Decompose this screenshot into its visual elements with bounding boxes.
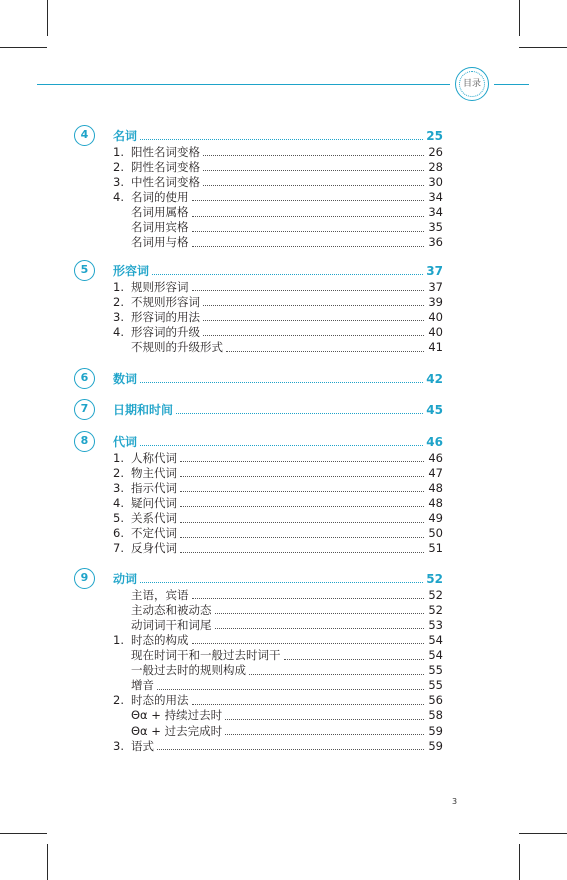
entry-page: 50 (428, 526, 443, 541)
entry-page: 53 (428, 617, 443, 632)
toc-entry-row[interactable] (131, 587, 443, 602)
entry-number: 1. (113, 279, 124, 294)
dot-leader (203, 327, 424, 336)
dot-leader (192, 192, 425, 201)
entry-title: 名词用属格 (131, 205, 189, 219)
toc-entry-row[interactable] (131, 340, 443, 355)
entry-number: 3. (113, 738, 124, 753)
entry-title: 名词用宾格 (131, 220, 189, 235)
entry-page: 59 (428, 723, 443, 738)
entry-title: 现在时词干和一般过去时词干 (131, 648, 281, 662)
header-rule-left (37, 84, 450, 85)
dot-leader (192, 696, 425, 705)
entry-title: 阳性名词变格 (131, 144, 200, 159)
dot-leader (180, 453, 424, 462)
dot-leader (192, 590, 425, 599)
toc-entry-row[interactable] (131, 648, 443, 663)
dot-leader (192, 635, 425, 644)
entry-title: 不规则的升级形式 (131, 340, 223, 354)
chapter-page: 45 (426, 402, 443, 417)
entry-number: 2. (113, 159, 124, 174)
dot-leader (140, 374, 423, 383)
entry-page: 54 (428, 632, 443, 647)
entry-number: 1. (113, 632, 124, 647)
dot-leader (225, 726, 424, 735)
dot-leader (180, 529, 424, 538)
chapter-title: 日期和时间 (113, 403, 174, 417)
toc-entry-row[interactable] (113, 511, 443, 526)
entry-page: 40 (428, 324, 443, 339)
crop-mark (519, 844, 520, 880)
toc-entry-row[interactable] (131, 205, 443, 220)
entry-page: 49 (428, 511, 443, 525)
chapter-number-badge: 6 (74, 368, 95, 389)
chapter-page: 37 (426, 263, 443, 278)
entry-number: 2. (113, 294, 124, 309)
entry-title: 时态的构成 (131, 632, 189, 647)
entry-title: 阴性名词变格 (131, 159, 200, 174)
entry-title: 指示代词 (131, 480, 177, 495)
entry-page: 58 (428, 708, 443, 723)
toc-entry-row[interactable] (113, 526, 443, 541)
entry-title: 主动态和被动态 (131, 602, 212, 617)
toc-entry-row[interactable] (131, 220, 443, 235)
dot-leader (249, 666, 424, 675)
crop-mark (0, 833, 47, 834)
dot-leader (180, 514, 424, 523)
entry-title: 不定代词 (131, 526, 177, 541)
entry-number: 7. (113, 541, 124, 556)
toc-entry-row[interactable] (113, 279, 443, 294)
toc-entry-row[interactable] (131, 678, 443, 693)
entry-page: 37 (428, 279, 443, 294)
toc-chapter-row[interactable] (113, 128, 443, 143)
entry-title: 增音 (131, 678, 154, 693)
chapter-title: 形容词 (113, 264, 150, 278)
entry-number: 2. (113, 693, 124, 708)
dot-leader (215, 620, 425, 629)
toc-entry-row[interactable] (131, 663, 443, 678)
entry-page: 26 (428, 144, 443, 159)
entry-number: 4. (113, 324, 124, 339)
crop-mark (0, 47, 47, 48)
toc-entry-row[interactable] (113, 294, 443, 309)
toc-entry-row[interactable] (113, 144, 443, 159)
entry-title: 关系代词 (131, 511, 177, 525)
toc-entry-row[interactable] (113, 738, 443, 753)
entry-title: Θα + 持续过去时 (131, 708, 223, 723)
entry-number: 3. (113, 309, 124, 324)
entry-page: 39 (428, 294, 443, 309)
toc-chapter-row[interactable] (113, 371, 443, 386)
entry-title: 名词用与格 (131, 235, 189, 250)
dot-leader (140, 131, 423, 140)
entry-page: 34 (428, 205, 443, 219)
chapter-number-badge: 9 (74, 568, 95, 589)
page-number: 3 (452, 797, 458, 806)
entry-number: 4. (113, 495, 124, 510)
dot-leader (203, 312, 424, 321)
entry-title: 时态的用法 (131, 693, 189, 708)
chapter-page: 46 (426, 434, 443, 449)
entry-page: 48 (428, 495, 443, 510)
toc-chapter-row[interactable] (113, 402, 443, 417)
toc-entry-row[interactable] (131, 602, 443, 617)
entry-page: 35 (428, 220, 443, 235)
entry-title: 主语，宾语 (131, 587, 189, 602)
entry-title: 形容词的升级 (131, 324, 200, 339)
toc-entry-row[interactable] (131, 235, 443, 250)
chapter-number-badge: 8 (74, 431, 95, 452)
entry-page: 28 (428, 159, 443, 174)
toc-entry-row[interactable] (131, 708, 443, 723)
dot-leader (157, 741, 424, 750)
crop-mark (47, 844, 48, 880)
entry-page: 54 (428, 648, 443, 662)
crop-mark (519, 833, 567, 834)
toc-entry-row[interactable] (131, 723, 443, 738)
chapter-page: 25 (426, 128, 443, 143)
toc-entry-row[interactable] (113, 465, 443, 480)
contents-badge (455, 67, 489, 101)
chapter-page: 52 (426, 571, 443, 586)
toc-chapter-row[interactable] (113, 263, 443, 278)
dot-leader (180, 498, 424, 507)
entry-page: 56 (428, 693, 443, 708)
toc-entry-row[interactable] (113, 480, 443, 495)
entry-number: 2. (113, 465, 124, 480)
dot-leader (152, 266, 423, 275)
toc-entry-row[interactable] (113, 309, 443, 324)
entry-page: 59 (428, 738, 443, 753)
entry-number: 3. (113, 480, 124, 495)
entry-page: 48 (428, 480, 443, 495)
dot-leader (215, 605, 425, 614)
header-rule-right (494, 84, 529, 85)
entry-title: 反身代词 (131, 541, 177, 556)
toc-entry-row[interactable] (113, 541, 443, 556)
toc-entry-row[interactable] (131, 617, 443, 632)
entry-title: 中性名词变格 (131, 174, 200, 189)
entry-title: 一般过去时的规则构成 (131, 663, 246, 678)
dot-leader (203, 297, 424, 306)
dot-leader (176, 405, 423, 414)
toc-entry-row[interactable] (113, 174, 443, 189)
chapter-title: 代词 (113, 435, 138, 449)
entry-title: 物主代词 (131, 465, 177, 480)
entry-page: 46 (428, 450, 443, 465)
dot-leader (225, 711, 424, 720)
chapter-page: 42 (426, 371, 443, 386)
entry-title: 名词的使用 (131, 189, 189, 204)
entry-title: 人称代词 (131, 450, 177, 465)
entry-title: 语式 (131, 738, 154, 753)
dot-leader (140, 437, 423, 446)
entry-page: 52 (428, 602, 443, 617)
crop-mark (519, 47, 567, 48)
toc-entry-row[interactable] (113, 159, 443, 174)
dot-leader (226, 343, 424, 352)
dot-leader (157, 681, 424, 690)
entry-title: 疑问代词 (131, 495, 177, 510)
toc-chapter-row[interactable] (113, 434, 443, 449)
entry-page: 34 (428, 189, 443, 204)
chapter-title: 数词 (113, 372, 138, 386)
dot-leader (180, 544, 424, 553)
toc-entry-row[interactable] (113, 450, 443, 465)
dot-leader (192, 238, 425, 247)
entry-title: 规则形容词 (131, 279, 189, 294)
dot-leader (284, 651, 425, 660)
toc-entry-row[interactable] (113, 324, 443, 339)
dot-leader (180, 483, 424, 492)
entry-number: 1. (113, 144, 124, 159)
entry-number: 4. (113, 189, 124, 204)
dot-leader (203, 177, 424, 186)
entry-number: 5. (113, 511, 124, 525)
entry-page: 52 (428, 587, 443, 602)
crop-mark (519, 0, 520, 36)
entry-page: 30 (428, 174, 443, 189)
contents-badge-label: 目录 (459, 71, 485, 97)
entry-page: 55 (428, 678, 443, 693)
entry-number: 3. (113, 174, 124, 189)
chapter-number-badge: 7 (74, 399, 95, 420)
dot-leader (192, 208, 425, 217)
chapter-number-badge: 5 (74, 260, 95, 281)
entry-title: Θα + 过去完成时 (131, 723, 223, 738)
entry-page: 40 (428, 309, 443, 324)
toc-entry-row[interactable] (113, 189, 443, 204)
entry-number: 1. (113, 450, 124, 465)
toc-entry-row[interactable] (113, 693, 443, 708)
dot-leader (192, 223, 425, 232)
dot-leader (180, 468, 424, 477)
chapter-title: 动词 (113, 572, 138, 586)
entry-title: 形容词的用法 (131, 309, 200, 324)
chapter-number-badge: 4 (74, 125, 95, 146)
dot-leader (192, 282, 425, 291)
toc-chapter-row[interactable] (113, 571, 443, 586)
entry-number: 6. (113, 526, 124, 541)
crop-mark (47, 0, 48, 36)
entry-title: 动词词干和词尾 (131, 617, 212, 632)
toc-entry-row[interactable] (113, 495, 443, 510)
entry-page: 41 (428, 340, 443, 354)
chapter-title: 名词 (113, 129, 138, 143)
dot-leader (203, 147, 424, 156)
dot-leader (203, 162, 424, 171)
toc-entry-row[interactable] (113, 632, 443, 647)
entry-page: 55 (428, 663, 443, 678)
entry-page: 51 (428, 541, 443, 556)
entry-page: 47 (428, 465, 443, 480)
dot-leader (140, 574, 423, 583)
entry-title: 不规则形容词 (131, 294, 200, 309)
entry-page: 36 (428, 235, 443, 250)
